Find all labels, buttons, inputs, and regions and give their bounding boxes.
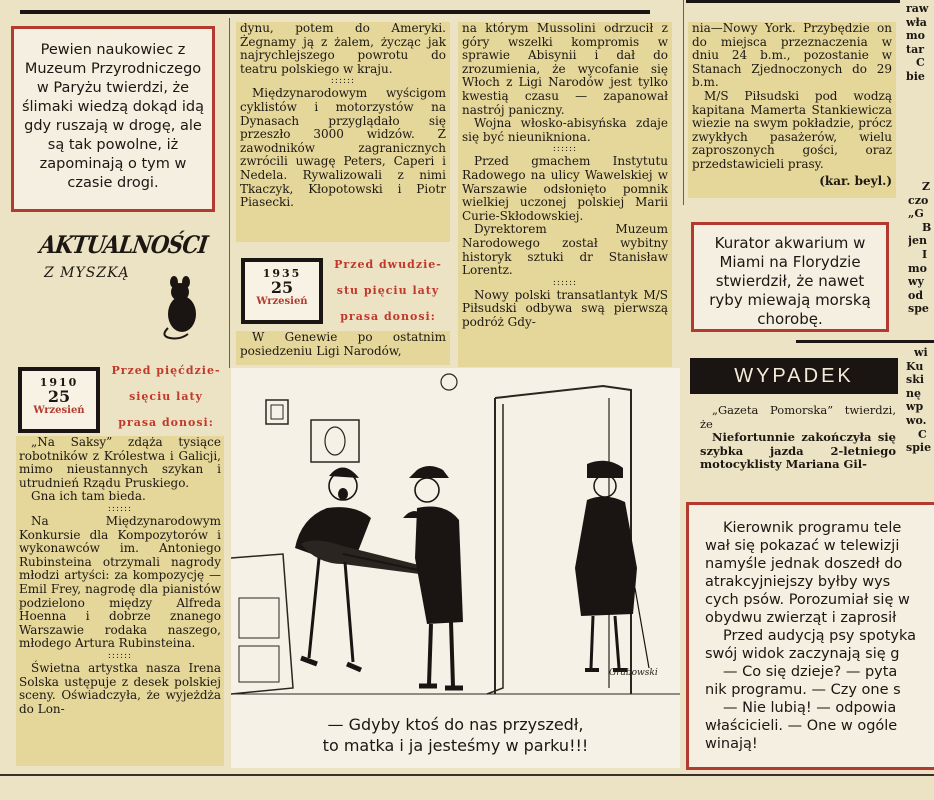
kicker-1910-line1: Przed pięćdzie- — [111, 364, 221, 377]
column-4-text — [688, 22, 896, 198]
edge-top-1: raw — [906, 2, 929, 15]
tv-line-1: Kierownik programu tele — [723, 520, 902, 536]
col2-genewa: W Genewie po ostatnim posiedzeniu Ligi Narodów, — [240, 330, 446, 358]
column-rule-1 — [229, 18, 230, 368]
tv-line-6: obydwu zwierząt i zaprosił — [705, 610, 897, 626]
cartoon-drawing — [231, 368, 680, 698]
edge-top-4: tar — [906, 42, 925, 56]
aquarium-text: Kurator akwarium w Miami na Florydzie stwierdził, że nawet ryby miewają morską chorobę. — [709, 234, 871, 328]
snail-fact-text: Pewien naukowiec z Muzeum Przyrodniczego w Paryżu twierdzi, że ślimaki wiedzą dokąd idą gdy ruszają w drogę, ale są tak powolne, iż zapominają o tym w czasie drogi. — [21, 42, 205, 191]
column-2-genewa — [236, 331, 450, 365]
column-1-text — [16, 436, 224, 766]
col2-cyklisci: Międzynarodowym wyścigom cyklistów i motorzystów na Dynasach przyglądało się przeszło 3000 widzów. Z zawodników zagranicznych zwrócili uwagę Peters, Caperi i Nedela. Rywalizowali z nimi Tkaczyk, Kłopotowski i Piotr Piasecki. — [240, 86, 446, 210]
tv-line-7: Przed audycją psy spotyka — [723, 628, 917, 644]
date-day-1910: 25 — [47, 387, 71, 406]
kicker-1935-line2: stu pięciu laty — [336, 284, 440, 297]
aktualnosci-logo — [37, 230, 220, 342]
date-box-1935 — [241, 258, 323, 324]
edge-low-8: spie — [906, 441, 932, 455]
kicker-1910 — [104, 358, 228, 436]
kicker-1935-line1: Przed dwudzie- — [334, 258, 442, 271]
tv-line-10: nik programu. — Czy one s — [705, 682, 901, 698]
edge-top-3: mo — [906, 29, 925, 43]
col2-solska-cont: dynu, potem do Ameryki. Żegnamy ją z żalem, życząc jak najrychlejszego powrotu do teatru polskiego w kraju. — [240, 21, 446, 76]
date-box-1910 — [18, 367, 100, 433]
bottom-rule — [0, 774, 934, 776]
col1-separator-1: :::::: — [107, 503, 133, 514]
date-month-1935: Wrzesień — [256, 296, 308, 307]
edge-column-top — [906, 2, 934, 84]
edge-low-5: wp — [906, 400, 924, 414]
tv-program-box — [686, 502, 934, 770]
tv-line-3: namyśle jednak doszedł do — [705, 556, 903, 572]
cartoon-caption-line1: — Gdyby ktoś do nas przyszedł, — [327, 715, 584, 734]
edge-mid-6: I — [922, 247, 928, 261]
col2-separator: :::::: — [330, 76, 356, 87]
col1-rubinstein: Na Międzynarodowym Konkursie dla Kompozytorów i wykonawców im. Antoniego Rubinsteina otrzymali nagrody młodzi artyści: za kompozycję — Emil Frey, nagrodę dla pianistów podzielono między Alfreda Hoenna i dobrze znanego Warszawie rodaka naszego, młodego Artura Rubinsteina. — [19, 513, 221, 651]
edge-low-4: nę — [906, 386, 921, 400]
snail-fact-box — [11, 26, 215, 212]
edge-top-5: C — [916, 56, 925, 70]
col4-nowy-york: nia—Nowy York. Przybędzie on do miejsca przeznaczenia w dniu 24 b.m., pozostanie w Stanach Zjednoczonych do 29 b.m. — [692, 21, 892, 90]
col3-wojna: Wojna włosko-abisyńska zdaje się być nieunikniona. — [462, 116, 668, 144]
kicker-1935 — [326, 252, 450, 330]
col3-separator-2: :::::: — [552, 277, 578, 288]
edge-mid-2: czo — [908, 193, 929, 207]
edge-top-2: wła — [906, 15, 927, 29]
edge-mid-5: jen — [908, 234, 927, 248]
edge-top-6: bie — [906, 69, 925, 83]
column-3-text — [458, 22, 672, 367]
wypadek-intro: „Gazeta Pomorska” twierdzi, że — [700, 403, 896, 431]
edge-mid-10: spe — [908, 302, 929, 316]
wypadek-heading: WYPADEK — [690, 358, 898, 394]
col3-curie: Przed gmachem Instytutu Radowego na ulicy Wawelskiej w Warszawie odsłonięto pomnik wielkiej uczonej polskiej Marii Curie-Skłodowskiej. — [462, 154, 668, 223]
edge-mid-4: B — [922, 220, 932, 234]
col3-pilsudski: Nowy polski transatlantyk M/S Piłsudski odbywa swą pierwszą podróż Gdy- — [462, 287, 668, 329]
top-rule-left — [20, 10, 650, 14]
cartoon-caption — [231, 714, 680, 756]
kicker-1910-line2: sięciu laty — [129, 390, 203, 403]
edge-low-7: C — [918, 427, 927, 441]
col3-mussolini: na którym Mussolini odrzucił z góry wszelki kompromis w sprawie Abisynii i dał do zrozumienia, że wycofanie się Włoch z Ligi Narodów jest tylko kwestią czasu — zapanował nastrój paniczny. — [462, 21, 668, 117]
tv-line-8: swój widok zaczynają się g — [705, 646, 900, 662]
edge-low-1: wi — [914, 346, 928, 359]
col4-stankiewicz: M/S Piłsudski pod wodzą kapitana Mamerta Stankiewicza wiezie na swym pokładzie, prócz zwykłych pasażerów, wielu zaproszonych gości, oraz przedstawicieli prasy. — [692, 88, 892, 171]
aquarium-box — [691, 222, 889, 332]
tv-line-5: cych psów. Porozumiał się w — [705, 592, 910, 608]
col1-separator-2: :::::: — [107, 650, 133, 661]
edge-low-3: ski — [906, 373, 924, 387]
rule-right-mid — [796, 340, 934, 343]
col3-separator-1: :::::: — [552, 144, 578, 155]
tv-line-9: — Co się dzieje? — pyta — [723, 664, 898, 680]
logo-subtitle: Z MYSZKĄ — [44, 265, 130, 281]
column-rule-2 — [683, 0, 684, 205]
edge-mid-3: „G — [908, 207, 924, 221]
tv-line-2: wał się pokazać w telewizji — [705, 538, 900, 554]
wypadek-text — [700, 404, 896, 474]
edge-column-mid — [908, 180, 934, 316]
cartoon-artist-signature: Grabowski — [609, 668, 658, 678]
edge-mid-8: wy — [908, 275, 924, 289]
tv-line-13: winają! — [705, 736, 758, 752]
date-day-1935: 25 — [270, 278, 294, 297]
kicker-1910-line3: prasa donosi: — [118, 416, 214, 429]
date-year-1910: 1910 — [39, 376, 79, 389]
cartoon-panel — [231, 368, 680, 768]
mouse-icon — [158, 270, 204, 340]
date-year-1935: 1935 — [262, 267, 302, 280]
tv-line-12: właścicieli. — One w ogóle — [705, 718, 898, 734]
col1-bieda: Gna ich tam bieda. — [31, 489, 146, 504]
col1-saksy: „Na Saksy” zdąża tysiące robotników z Królestwa i Galicji, mimo nieustannych szykan i utrudnień Rządu Pruskiego. — [19, 435, 221, 490]
col4-signature: (kar. beyl.) — [819, 173, 892, 188]
logo-title: AKTUALNOŚCI — [37, 230, 210, 259]
edge-column-low — [906, 346, 934, 455]
edge-mid-9: od — [908, 288, 924, 302]
cartoon-caption-line2: to matka i ja jesteśmy w parku!!! — [322, 736, 589, 755]
top-rule-right — [686, 0, 900, 3]
edge-mid-7: mo — [908, 261, 927, 275]
col3-lorentz: Dyrektorem Muzeum Narodowego został wybitny historyk sztuki dr Stanisław Lorentz. — [462, 222, 668, 278]
edge-mid-1: Z — [922, 180, 931, 193]
edge-low-6: wo. — [906, 413, 927, 427]
wypadek-body: Niefortunnie zakończyła się szybka jazda 2-letniego motocyklisty Mariana Gil- — [700, 430, 896, 472]
edge-low-2: Ku — [906, 359, 924, 373]
date-month-1910: Wrzesień — [33, 405, 85, 416]
tv-line-4: atrakcyjniejszy byłby wys — [705, 574, 891, 590]
column-2-text — [236, 22, 450, 242]
kicker-1935-line3: prasa donosi: — [340, 310, 436, 323]
col1-solska: Świetna artystka nasza Irena Solska ustępuje z desek polskiej sceny. Oświadczyła, że wyjeżdża do Lon- — [19, 660, 221, 716]
tv-line-11: — Nie lubią! — odpowia — [723, 700, 897, 716]
